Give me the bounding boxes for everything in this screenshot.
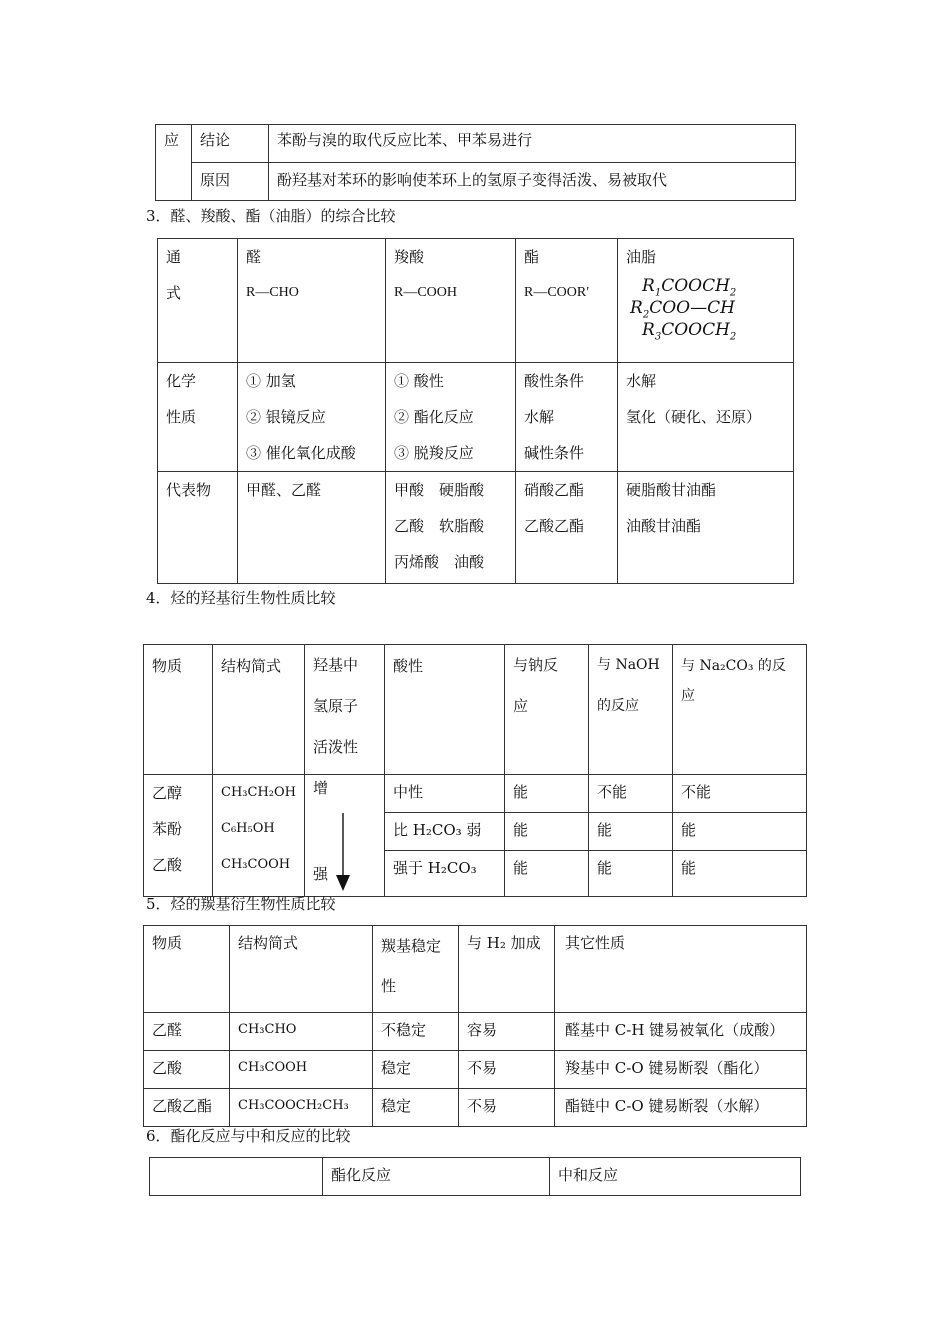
structure-text: 1 bbox=[654, 287, 662, 299]
structure-formula: CH₃CH₂OH bbox=[221, 785, 296, 800]
header-material: 物质 bbox=[144, 926, 230, 1013]
arrow-top-label: 增 bbox=[313, 779, 329, 797]
general-formula: R—COOH bbox=[394, 285, 458, 300]
header-line: 活泼性 bbox=[313, 738, 359, 756]
property-item: ③ 催化氧化成酸 bbox=[246, 444, 356, 462]
header-other-properties: 其它性质 bbox=[555, 926, 807, 1013]
acidity-value: 中性 bbox=[385, 775, 505, 813]
representative-label: 代表物 bbox=[158, 472, 238, 584]
conclusion-value: 苯酚与溴的取代反应比苯、甲苯易进行 bbox=[269, 125, 796, 163]
header-h2-addition: 与 H₂ 加成 bbox=[459, 926, 555, 1013]
ester-col bbox=[516, 239, 618, 363]
acidity-value: 强于 H₂CO₃ bbox=[385, 851, 505, 897]
general-formula-label bbox=[158, 239, 238, 363]
structure-text: COO—CH bbox=[649, 298, 735, 318]
increasing-arrow-icon bbox=[333, 813, 353, 893]
other-property: 羧基中 C-O 键易断裂（酯化） bbox=[555, 1051, 807, 1089]
label-line: 性质 bbox=[166, 408, 197, 426]
structure-text: COOCH bbox=[661, 276, 730, 296]
aldehyde-acid-ester-table bbox=[157, 238, 794, 584]
header-line: 的反应 bbox=[597, 698, 639, 714]
property-item: ② 酯化反应 bbox=[394, 408, 474, 426]
section-6-heading: 6．酯化反应与中和反应的比较 bbox=[146, 1127, 351, 1145]
stability-value: 稳定 bbox=[373, 1051, 459, 1089]
table-row bbox=[144, 1051, 807, 1089]
ester-properties bbox=[516, 363, 618, 472]
example-item: 甲醛、乙醛 bbox=[246, 481, 322, 499]
column-header: 醛 bbox=[246, 248, 262, 266]
header-stability bbox=[373, 926, 459, 1013]
naoh-value: 不能 bbox=[589, 775, 673, 813]
header-structure: 结构简式 bbox=[230, 926, 373, 1013]
structure-formula: C₆H₅OH bbox=[221, 821, 275, 836]
h2-value: 不易 bbox=[459, 1089, 555, 1127]
column-header: 羧酸 bbox=[394, 248, 425, 266]
ester-examples bbox=[516, 472, 618, 584]
structure-text: 2 bbox=[729, 287, 737, 299]
na2co3-value: 能 bbox=[673, 813, 807, 851]
structure-text: R bbox=[642, 276, 655, 296]
activity-cell bbox=[305, 775, 385, 897]
property-item: 碱性条件 bbox=[524, 444, 585, 462]
material-name: 乙酸 bbox=[152, 856, 183, 874]
stability-value: 稳定 bbox=[373, 1089, 459, 1127]
header-empty bbox=[150, 1158, 323, 1196]
row-label: 应 bbox=[156, 125, 192, 201]
property-item: 氢化（硬化、还原） bbox=[626, 408, 762, 426]
example-item: 乙酸乙酯 bbox=[524, 517, 585, 535]
aldehyde-col bbox=[238, 239, 386, 363]
acid-examples bbox=[386, 472, 516, 584]
oil-properties bbox=[618, 363, 794, 472]
acid-properties bbox=[386, 363, 516, 472]
oil-col bbox=[618, 239, 794, 363]
header-line: 羰基稳定 bbox=[381, 937, 442, 955]
header-neutralization: 中和反应 bbox=[550, 1158, 801, 1196]
example-item: 硝酸乙酯 bbox=[524, 481, 585, 499]
column-header: 油脂 bbox=[626, 248, 657, 266]
structure-formula: CH₃COOCH₂CH₃ bbox=[230, 1089, 373, 1127]
structure-text: R bbox=[630, 298, 643, 318]
triglyceride-structure bbox=[630, 275, 770, 345]
phenol-bromine-table bbox=[155, 124, 796, 201]
example-item: 丙烯酸 油酸 bbox=[394, 553, 485, 571]
carbonyl-derivatives-table bbox=[143, 925, 807, 1127]
sodium-value: 能 bbox=[505, 813, 589, 851]
reason-label: 原因 bbox=[192, 163, 269, 201]
esterification-neutralization-table bbox=[149, 1157, 801, 1196]
other-property: 醛基中 C-H 键易被氧化（成酸） bbox=[555, 1013, 807, 1051]
header-line: 应 bbox=[513, 697, 529, 715]
naoh-value: 能 bbox=[589, 851, 673, 897]
header-naoh bbox=[589, 645, 673, 775]
material-name: 乙酸 bbox=[144, 1051, 230, 1089]
header-material: 物质 bbox=[144, 645, 213, 775]
structure-text: R bbox=[642, 320, 655, 340]
example-item: 乙酸 软脂酸 bbox=[394, 517, 485, 535]
structure-text: 2 bbox=[642, 309, 650, 321]
example-item: 油酸甘油酯 bbox=[626, 517, 702, 535]
header-activity bbox=[305, 645, 385, 775]
conclusion-label: 结论 bbox=[192, 125, 269, 163]
structure-formula: CH₃CHO bbox=[230, 1013, 373, 1051]
table-row bbox=[144, 1013, 807, 1051]
label-line: 通 bbox=[166, 248, 182, 266]
sodium-value: 能 bbox=[505, 851, 589, 897]
general-formula: R—COOR′ bbox=[524, 285, 590, 300]
other-property: 酯链中 C-O 键易断裂（水解） bbox=[555, 1089, 807, 1127]
property-item: 酸性条件 bbox=[524, 372, 585, 390]
hydroxyl-derivatives-table bbox=[143, 644, 807, 897]
chem-property-label bbox=[158, 363, 238, 472]
structure-text: COOCH bbox=[661, 320, 730, 340]
oil-examples bbox=[618, 472, 794, 584]
label-line: 化学 bbox=[166, 372, 197, 390]
property-item: 水解 bbox=[524, 408, 555, 426]
reason-value: 酚羟基对苯环的影响使苯环上的氢原子变得活泼、易被取代 bbox=[269, 163, 796, 201]
header-structure: 结构简式 bbox=[213, 645, 305, 775]
header-sodium bbox=[505, 645, 589, 775]
example-item: 甲酸 硬脂酸 bbox=[394, 481, 485, 499]
property-item: ① 加氢 bbox=[246, 372, 296, 390]
aldehyde-properties bbox=[238, 363, 386, 472]
section-3-heading: 3．醛、羧酸、酯（油脂）的综合比较 bbox=[146, 207, 396, 225]
structure-text: 3 bbox=[654, 331, 662, 343]
column-header: 酯 bbox=[524, 248, 540, 266]
aldehyde-examples bbox=[238, 472, 386, 584]
property-item: ① 酸性 bbox=[394, 372, 444, 390]
h2-value: 容易 bbox=[459, 1013, 555, 1051]
acidity-value: 比 H₂CO₃ 弱 bbox=[385, 813, 505, 851]
header-acidity: 酸性 bbox=[385, 645, 505, 775]
stability-value: 不稳定 bbox=[373, 1013, 459, 1051]
na2co3-value: 不能 bbox=[673, 775, 807, 813]
header-line: 氢原子 bbox=[313, 697, 359, 715]
structures-cell bbox=[213, 775, 305, 897]
material-name: 乙醇 bbox=[152, 784, 183, 802]
material-name: 苯酚 bbox=[152, 820, 183, 838]
property-item: ③ 脱羧反应 bbox=[394, 444, 474, 462]
table-row bbox=[144, 1089, 807, 1127]
naoh-value: 能 bbox=[589, 813, 673, 851]
header-na2co3: 与 Na₂CO₃ 的反应 bbox=[673, 645, 807, 775]
header-line: 羟基中 bbox=[313, 656, 359, 674]
material-name: 乙醛 bbox=[144, 1013, 230, 1051]
section-4-heading: 4．烃的羟基衍生物性质比较 bbox=[146, 589, 336, 607]
property-item: 水解 bbox=[626, 372, 657, 390]
sodium-value: 能 bbox=[505, 775, 589, 813]
h2-value: 不易 bbox=[459, 1051, 555, 1089]
header-line: 与 NaOH bbox=[597, 657, 660, 673]
structure-formula: CH₃COOH bbox=[221, 857, 291, 872]
section-5-heading: 5．烃的羰基衍生物性质比较 bbox=[146, 895, 336, 913]
property-item: ② 银镜反应 bbox=[246, 408, 326, 426]
materials-cell bbox=[144, 775, 213, 897]
na2co3-value: 能 bbox=[673, 851, 807, 897]
general-formula: R—CHO bbox=[246, 285, 299, 300]
acid-col bbox=[386, 239, 516, 363]
label-line: 式 bbox=[166, 284, 182, 302]
material-name: 乙酸乙酯 bbox=[144, 1089, 230, 1127]
header-line: 与钠反 bbox=[513, 656, 559, 674]
structure-text: 2 bbox=[729, 331, 737, 343]
arrow-bottom-label: 强 bbox=[313, 865, 329, 883]
header-line: 性 bbox=[381, 977, 397, 995]
structure-formula: CH₃COOH bbox=[230, 1051, 373, 1089]
header-esterification: 酯化反应 bbox=[323, 1158, 550, 1196]
example-item: 硬脂酸甘油酯 bbox=[626, 481, 717, 499]
